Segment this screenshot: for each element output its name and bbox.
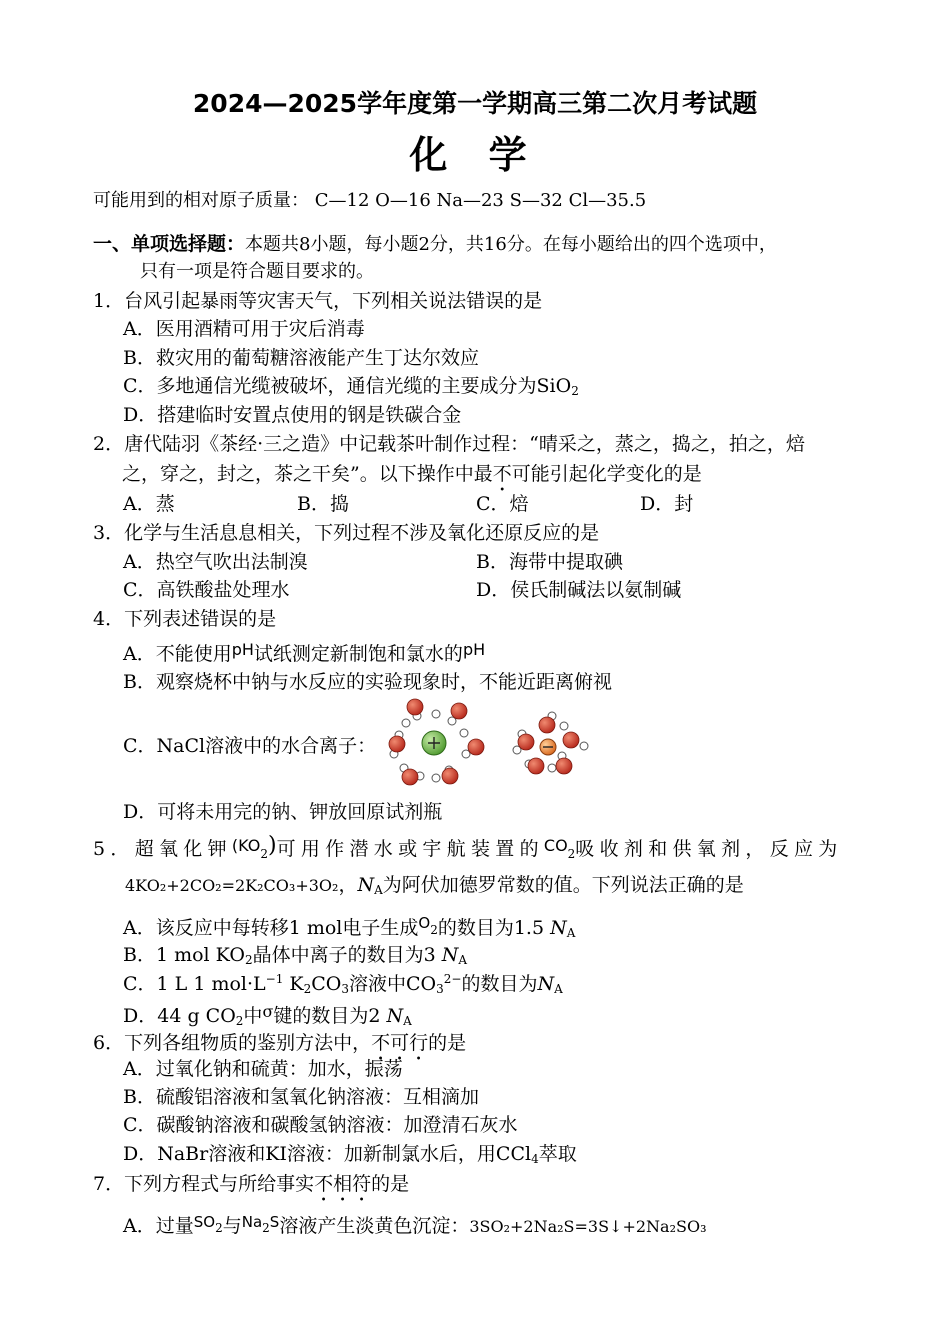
q6-option-b: B．硫酸铝溶液和氢氧化钠溶液：互相滴加 (123, 1086, 479, 1108)
anion-cluster (513, 712, 588, 774)
q6-option-a: A．过氧化钠和硫黄：加水，振荡 (123, 1058, 403, 1080)
q6-option-c: C．碳酸钠溶液和碳酸氢钠溶液：加澄清石灰水 (123, 1114, 518, 1136)
q1-option-a: A．医用酒精可用于灾后消毒 (123, 318, 365, 340)
section-intro-2: 只有一项是符合题目要求的。 (140, 261, 374, 282)
q2-stem-2: 之，穿之，封之，茶之干矣”。以下操作中最不可能引起化学变化的是 (122, 463, 702, 485)
q3-option-a: A．热空气吹出法制溴 (123, 551, 308, 573)
hydrated-ions-diagram (384, 698, 599, 790)
q6-option-d: D．NaBr溶液和KI溶液：加新制氯水后，用CCl$_4$萃取 (123, 1143, 577, 1166)
q3-option-d: D．侯氏制碱法以氨制碱 (476, 579, 682, 601)
q5-option-b: B．1 mol $KO_2$晶体中离子的数目为3 $N_A$ (123, 944, 468, 967)
section-intro: 本题共8小题，每小题2分，共16分。在每小题给出的四个选项中， (245, 234, 777, 255)
q5-option-c: C．1 L 1 $mol\cdot L^{-1}$ $K_2CO_3$溶液中$CO_3^{2-}$的数目为$N_A$ (123, 972, 563, 996)
q7-stem: 7．下列方程式与所给事实不相符的是 (93, 1173, 410, 1195)
exam-title: 2024—2025学年度第一学期高三第二次月考试题 (192, 89, 758, 118)
q6-stem: 6．下列各组物质的鉴别方法中，不可行的是 (93, 1032, 467, 1054)
q5-stem: 5．超氧化钾$^{(KO}_2$)可用作潜水或宇航装置的$^{CO}_2$吸收剂和供氧剂，反应为 (93, 833, 843, 861)
q3-option-c: C．高铁酸盐处理水 (123, 579, 290, 601)
q1-option-c: C．多地通信光缆被破坏，通信光缆的主要成分为SiO$_2$ (123, 375, 579, 398)
q2-option-a: A．蒸 (123, 493, 175, 515)
q1-stem: 1．台风引起暴雨等灾害天气，下列相关说法错误的是 (93, 290, 543, 312)
cation-cluster (389, 699, 484, 785)
q7-equation: 3SO₂+2Na₂S=3S↓+2Na₂SO₃ (469, 1217, 707, 1236)
q3-stem: 3．化学与生活息息相关，下列过程不涉及氧化还原反应的是 (93, 522, 600, 544)
q5-option-a: A．该反应中每转移1 mol电子生成$^O$2的数目为1.5 $N_A$ (123, 914, 576, 940)
atomic-mass-line: 可能用到的相对原子质量： C—12 O—16 Na—23 S—32 Cl—35.5 (93, 190, 647, 211)
q1-option-b: B．救灾用的葡萄糖溶液能产生丁达尔效应 (123, 347, 479, 369)
q4-option-a: A．不能使用$^{pH}$试纸测定新制饱和氯水的$^{pH}$ (123, 640, 486, 665)
q4-stem: 4．下列表述错误的是 (93, 608, 277, 630)
q3-option-b: B．海带中提取碘 (476, 551, 623, 573)
q5-stem-2: 4KO₂+2CO₂=2K₂CO₃+3O₂，$N_A$为阿伏加德罗常数的值。下列说法正确的是 (125, 874, 744, 897)
q2-option-b: B．捣 (297, 493, 349, 515)
q4-option-d: D．可将未用完的钠、钾放回原试剂瓶 (123, 801, 443, 823)
q2-stem: 2．唐代陆羽《茶经·三之造》中记载茶叶制作过程：“晴采之，蒸之，捣之，拍之，焙 (93, 433, 805, 455)
q1-option-d: D．搭建临时安置点使用的钢是铁碳合金 (123, 404, 462, 426)
section-heading (93, 232, 777, 257)
q2-option-d: D．封 (640, 493, 694, 515)
q5-option-d: D．44 g $CO_2$中$^\sigma$键的数目为2 $N_A$ (123, 1002, 412, 1028)
q7-option-a: A．过量$^{SO}$2与$^{Na}2^S$溶液产生淡黄色沉淀：3SO₂+2Na₂S=3S↓+2Na₂SO₃ (123, 1213, 707, 1237)
subject-title: 化 学 (409, 132, 541, 177)
q4-option-c: C．NaCl溶液中的水合离子： (123, 735, 377, 757)
q5-equation: 4KO₂+2CO₂=2K₂CO₃+3O₂ (125, 876, 339, 895)
section-label: 一、单项选择题： (93, 233, 246, 255)
q4-option-b: B．观察烧杯中钠与水反应的实验现象时，不能近距离俯视 (123, 671, 612, 693)
q2-option-c: C．焙 (476, 493, 529, 515)
